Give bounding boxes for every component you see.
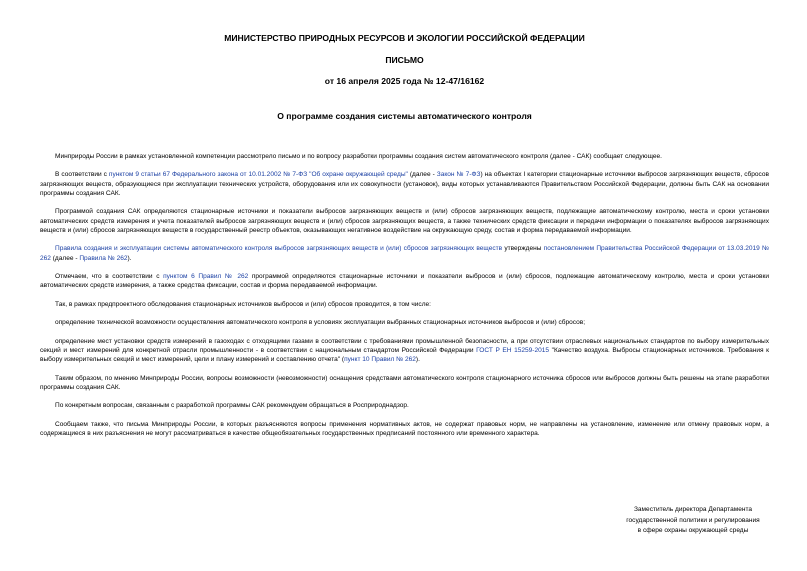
text-fragment: (далее - [407,171,437,179]
paragraph-preproject-survey: Так, в рамках предпроектного обследования стационарных источников выбросов и (или) сбросов проводится, в том числе: [55,300,431,308]
rules-262-link[interactable]: Правила № 262 [79,254,128,262]
rules-262-point-6-link[interactable]: пунктом 6 Правил № 262 [163,273,249,281]
text-fragment: определение мест установки средств измерений в газоходах с отходящими газами в соответствии с требованиями промышленной безопасности, а при отсутствии отраслевых национальных стандартов по выбору измерительных секций и мест измерений для конкретной отрасли промышленности - в соответствии с национальным стандартом Российской Федерации [40,337,769,354]
paragraph-measurement-locations [40,337,769,365]
text-fragment: программой определяются стационарные источники и показатели выбросов и (или) сбросов, подлежащие автоматическому контролю, места и сроки установки автоматических средств измерения, а также средства фиксации, состав и форма передаваемой информации. [40,273,769,290]
document-subject: О программе создания системы автоматического контроля [277,111,532,121]
text-fragment: утверждены [502,245,544,253]
text-fragment: "Качество воздуха. Выбросы стационарных источников. Требования к выбору измерительных секций и мест измерений, цели и плану измерений и составлению отчета" ( [40,346,769,364]
paragraph-contact-rpn: По конкретным вопросам, связанным с разработкой программы САК рекомендуем обращаться в Росприроднадзор. [55,402,409,410]
text-fragment: (далее - [50,254,80,262]
document-type: ПИСЬМО [385,55,424,65]
paragraph-rules-point-6 [40,272,769,291]
text-fragment: В соответствии с [55,171,109,179]
signature-line: в сфере охраны окружающей среды [637,527,749,534]
document-date-number: от 16 апреля 2025 года № 12-47/16162 [324,76,485,86]
paragraph-program-content: Программой создания САК определяются стационарные источники и показатели выбросов загрязняющих веществ и (или) сбросов загрязняющих веществ, подлежащие автоматическому контролю, места и сроки установки автоматических средств измерения и учета показателей выбросов загрязняющих веществ и (или) сбросов загрязняющих веществ, а также технических средств фиксации и передачи информации о показателях выбросов загрязняющих веществ и (или) сбросов загрязняющих веществ в государственный реестр объектов, оказывающих негативное воздействие на окружающую среду, состав и форма передаваемой информации. [40,208,769,234]
text-fragment: ) на объектах I категории стационарные источники выбросов загрязняющих веществ, сбросов загрязняющих веществ, образующиеся при эксплуатации технических устройств, оборудования или их совокупности (установок), виды которых устанавливаются Правительством Российской Федерации, должны быть САК на основании программы создания САК. [40,171,769,197]
ministry-title: МИНИСТЕРСТВО ПРИРОДНЫХ РЕСУРСОВ И ЭКОЛОГИИ РОССИЙСКОЙ ФЕДЕРАЦИИ [224,33,585,43]
paragraph-technical-possibility: определение технической возможности осуществления автоматического контроля в условиях эксплуатации выбранных стационарных источников выбросов и (или) сбросов; [55,319,586,327]
paragraph-disclaimer: Сообщаем также, что письма Минприроды России, в которых разъясняются вопросы применения нормативных актов, не содержат правовых норм, не направлены на установление, изменение или отмену правовых норм, а содержащиеся в них разъяснения не могут рассматриваться в качестве общеобязательных государственных предписаний постоянного или временного характера. [40,420,769,437]
law-7fz-article-67-link[interactable]: пунктом 9 статьи 67 Федерального закона от 10.01.2002 № 7-ФЗ "Об охране окружающей среды" [108,171,408,179]
document-body [40,152,769,438]
government-decree-262-link[interactable]: постановлением Правительства Российской Федерации от 13.03.2019 № 262 [40,245,770,262]
rules-262-point-10-link[interactable]: пункт 10 Правил № 262 [344,356,416,364]
gost-15259-2015-link[interactable]: ГОСТ Р ЕН 15259-2015 [476,346,550,354]
signature-line: Заместитель директора Департамента [633,506,753,513]
paragraph-intro: Минприроды России в рамках установленной компетенции рассмотрело письмо и по вопросу разработки программы создания систем автоматического контроля (далее - САК) сообщает следующее. [55,153,662,160]
rules-sak-link[interactable]: Правила создания и эксплуатации системы автоматического контроля выбросов загрязняющих веществ и (или) сбросов загрязняющих веществ [55,245,503,253]
paragraph-conclusion: Таким образом, по мнению Минприроды России, вопросы возможности (невозможности) оснащения средствами автоматического контроля стационарного источника сбросов или выбросов должны быть решены на этапе разработки программы создания САК. [40,374,769,391]
signature-block [617,505,769,537]
law-7fz-short-link[interactable]: Закон № 7-ФЗ [436,171,481,179]
text-fragment: ). [127,254,132,262]
signature-line: государственной политики и регулирования [626,516,760,524]
paragraph-law-reference [40,170,769,198]
text-fragment: Отмечаем, что в соответствии с [55,273,164,281]
paragraph-rules-approval [40,244,769,263]
text-fragment: ). [415,356,420,364]
